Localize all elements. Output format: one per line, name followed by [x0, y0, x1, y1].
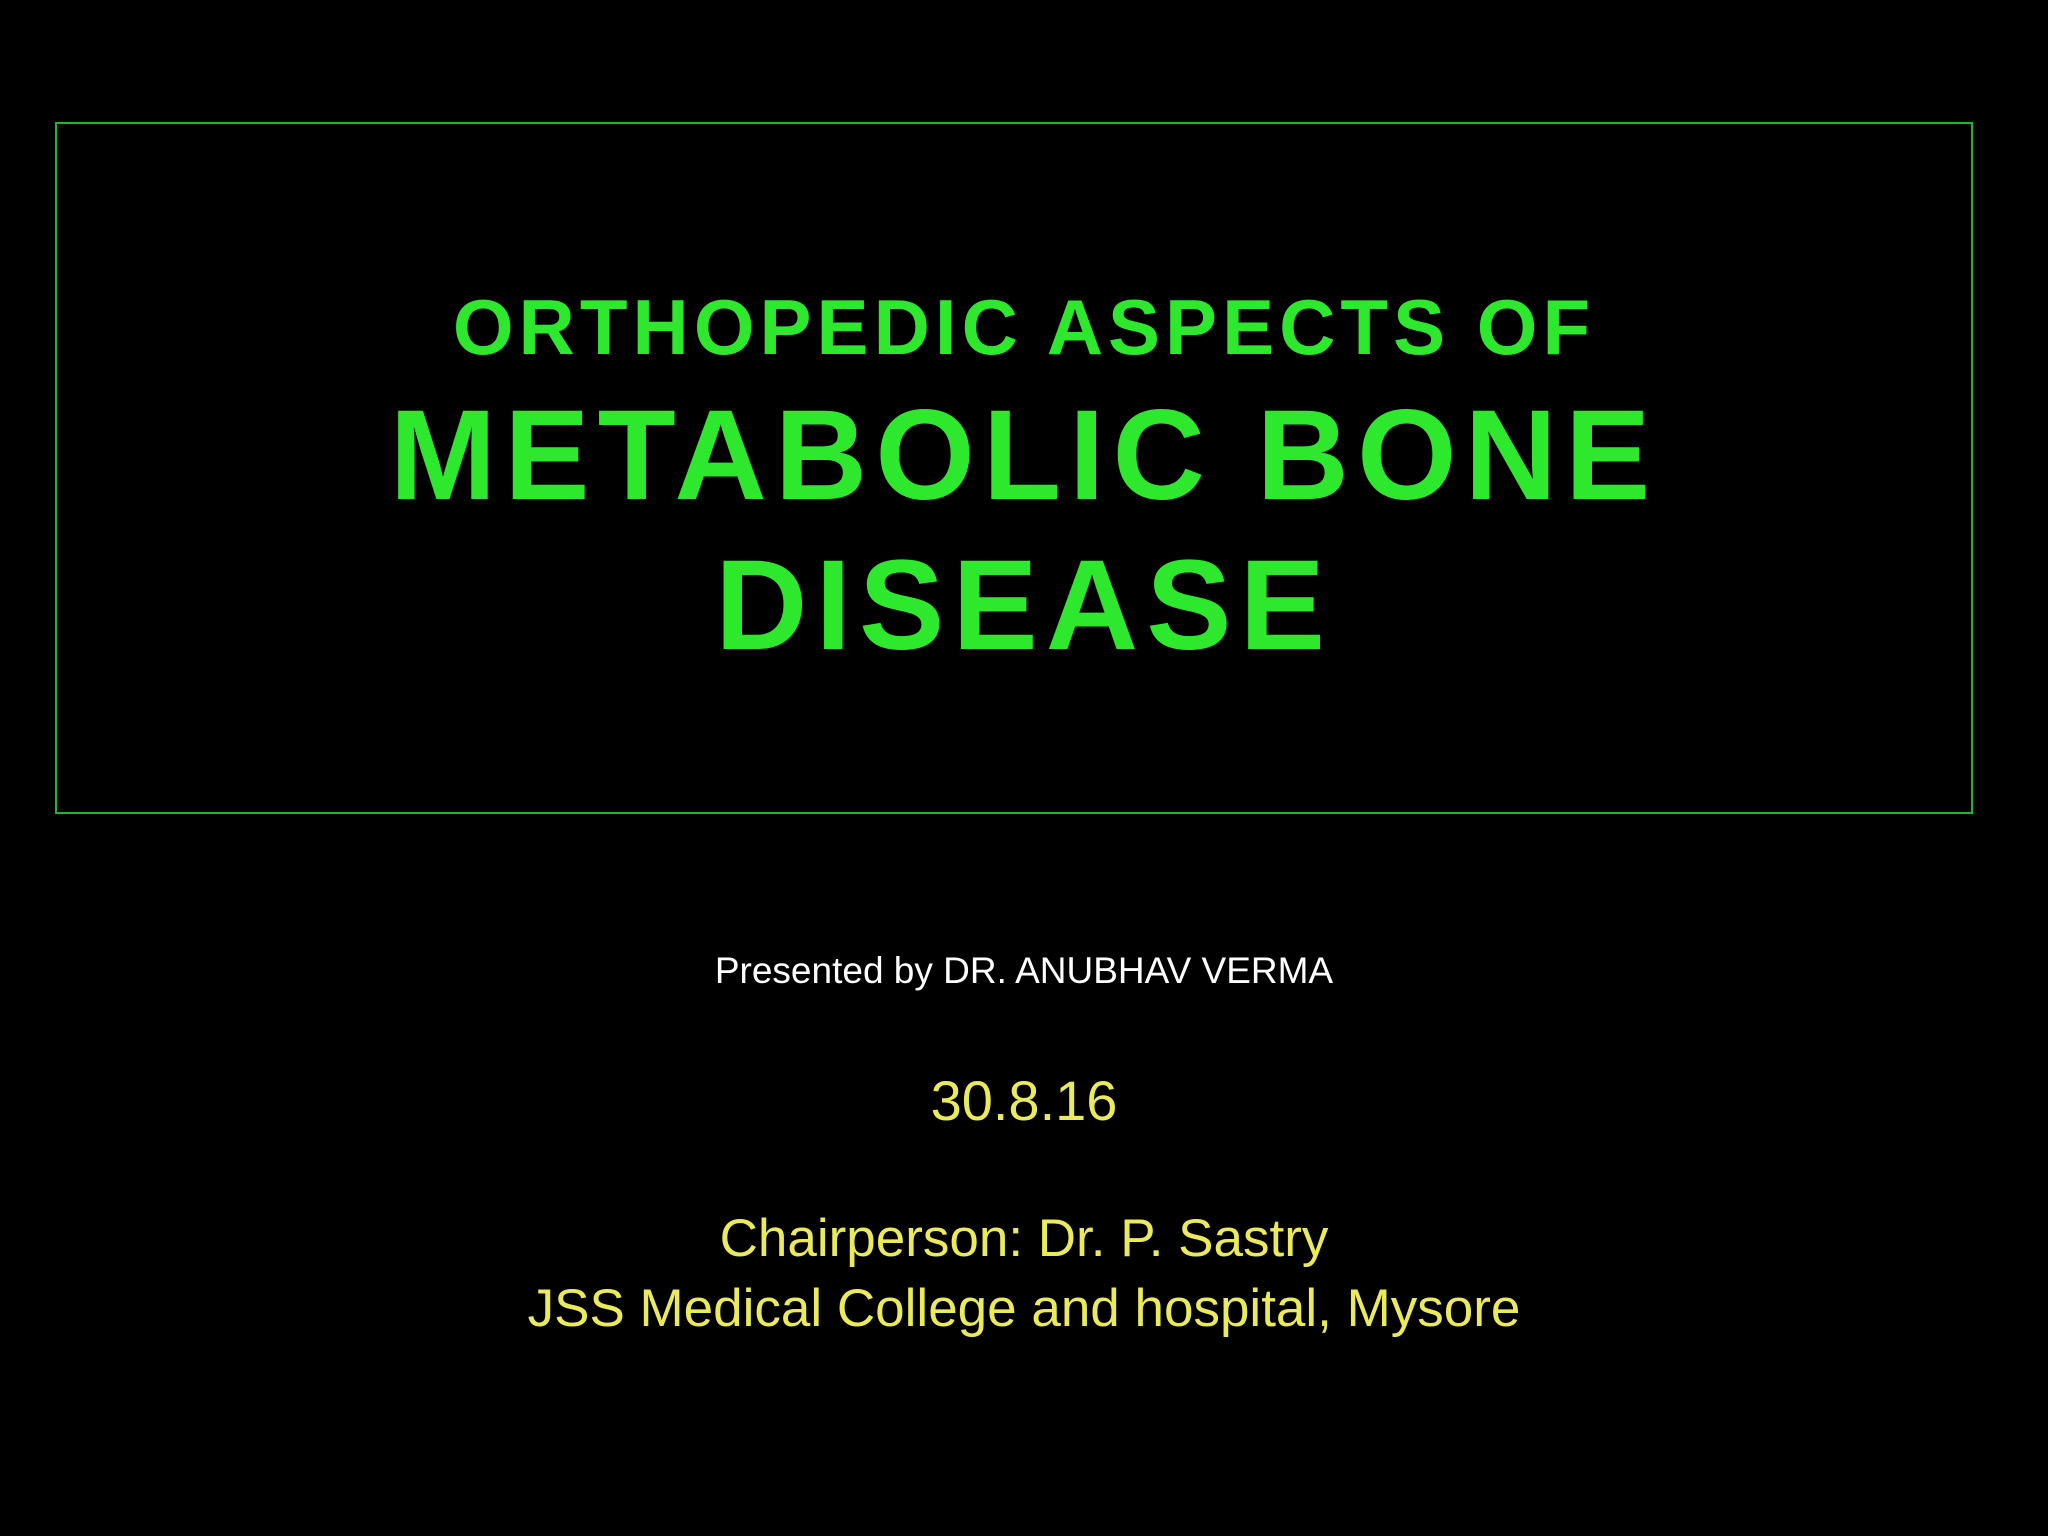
presenter-text: Presented by DR. ANUBHAV VERMA [714, 950, 1334, 991]
slide-subtitle: ORTHOPEDIC ASPECTS OF [452, 283, 1596, 371]
slide-title-line-2: DISEASE [715, 534, 1333, 677]
presentation-date: 30.8.16 [930, 1069, 1118, 1132]
chairperson-text: Chairperson: Dr. P. Sastry [719, 1209, 1329, 1268]
institution-text: JSS Medical College and hospital, Mysore [527, 1279, 1521, 1338]
slide-title-line-1: METABOLIC BONE [389, 384, 1659, 527]
